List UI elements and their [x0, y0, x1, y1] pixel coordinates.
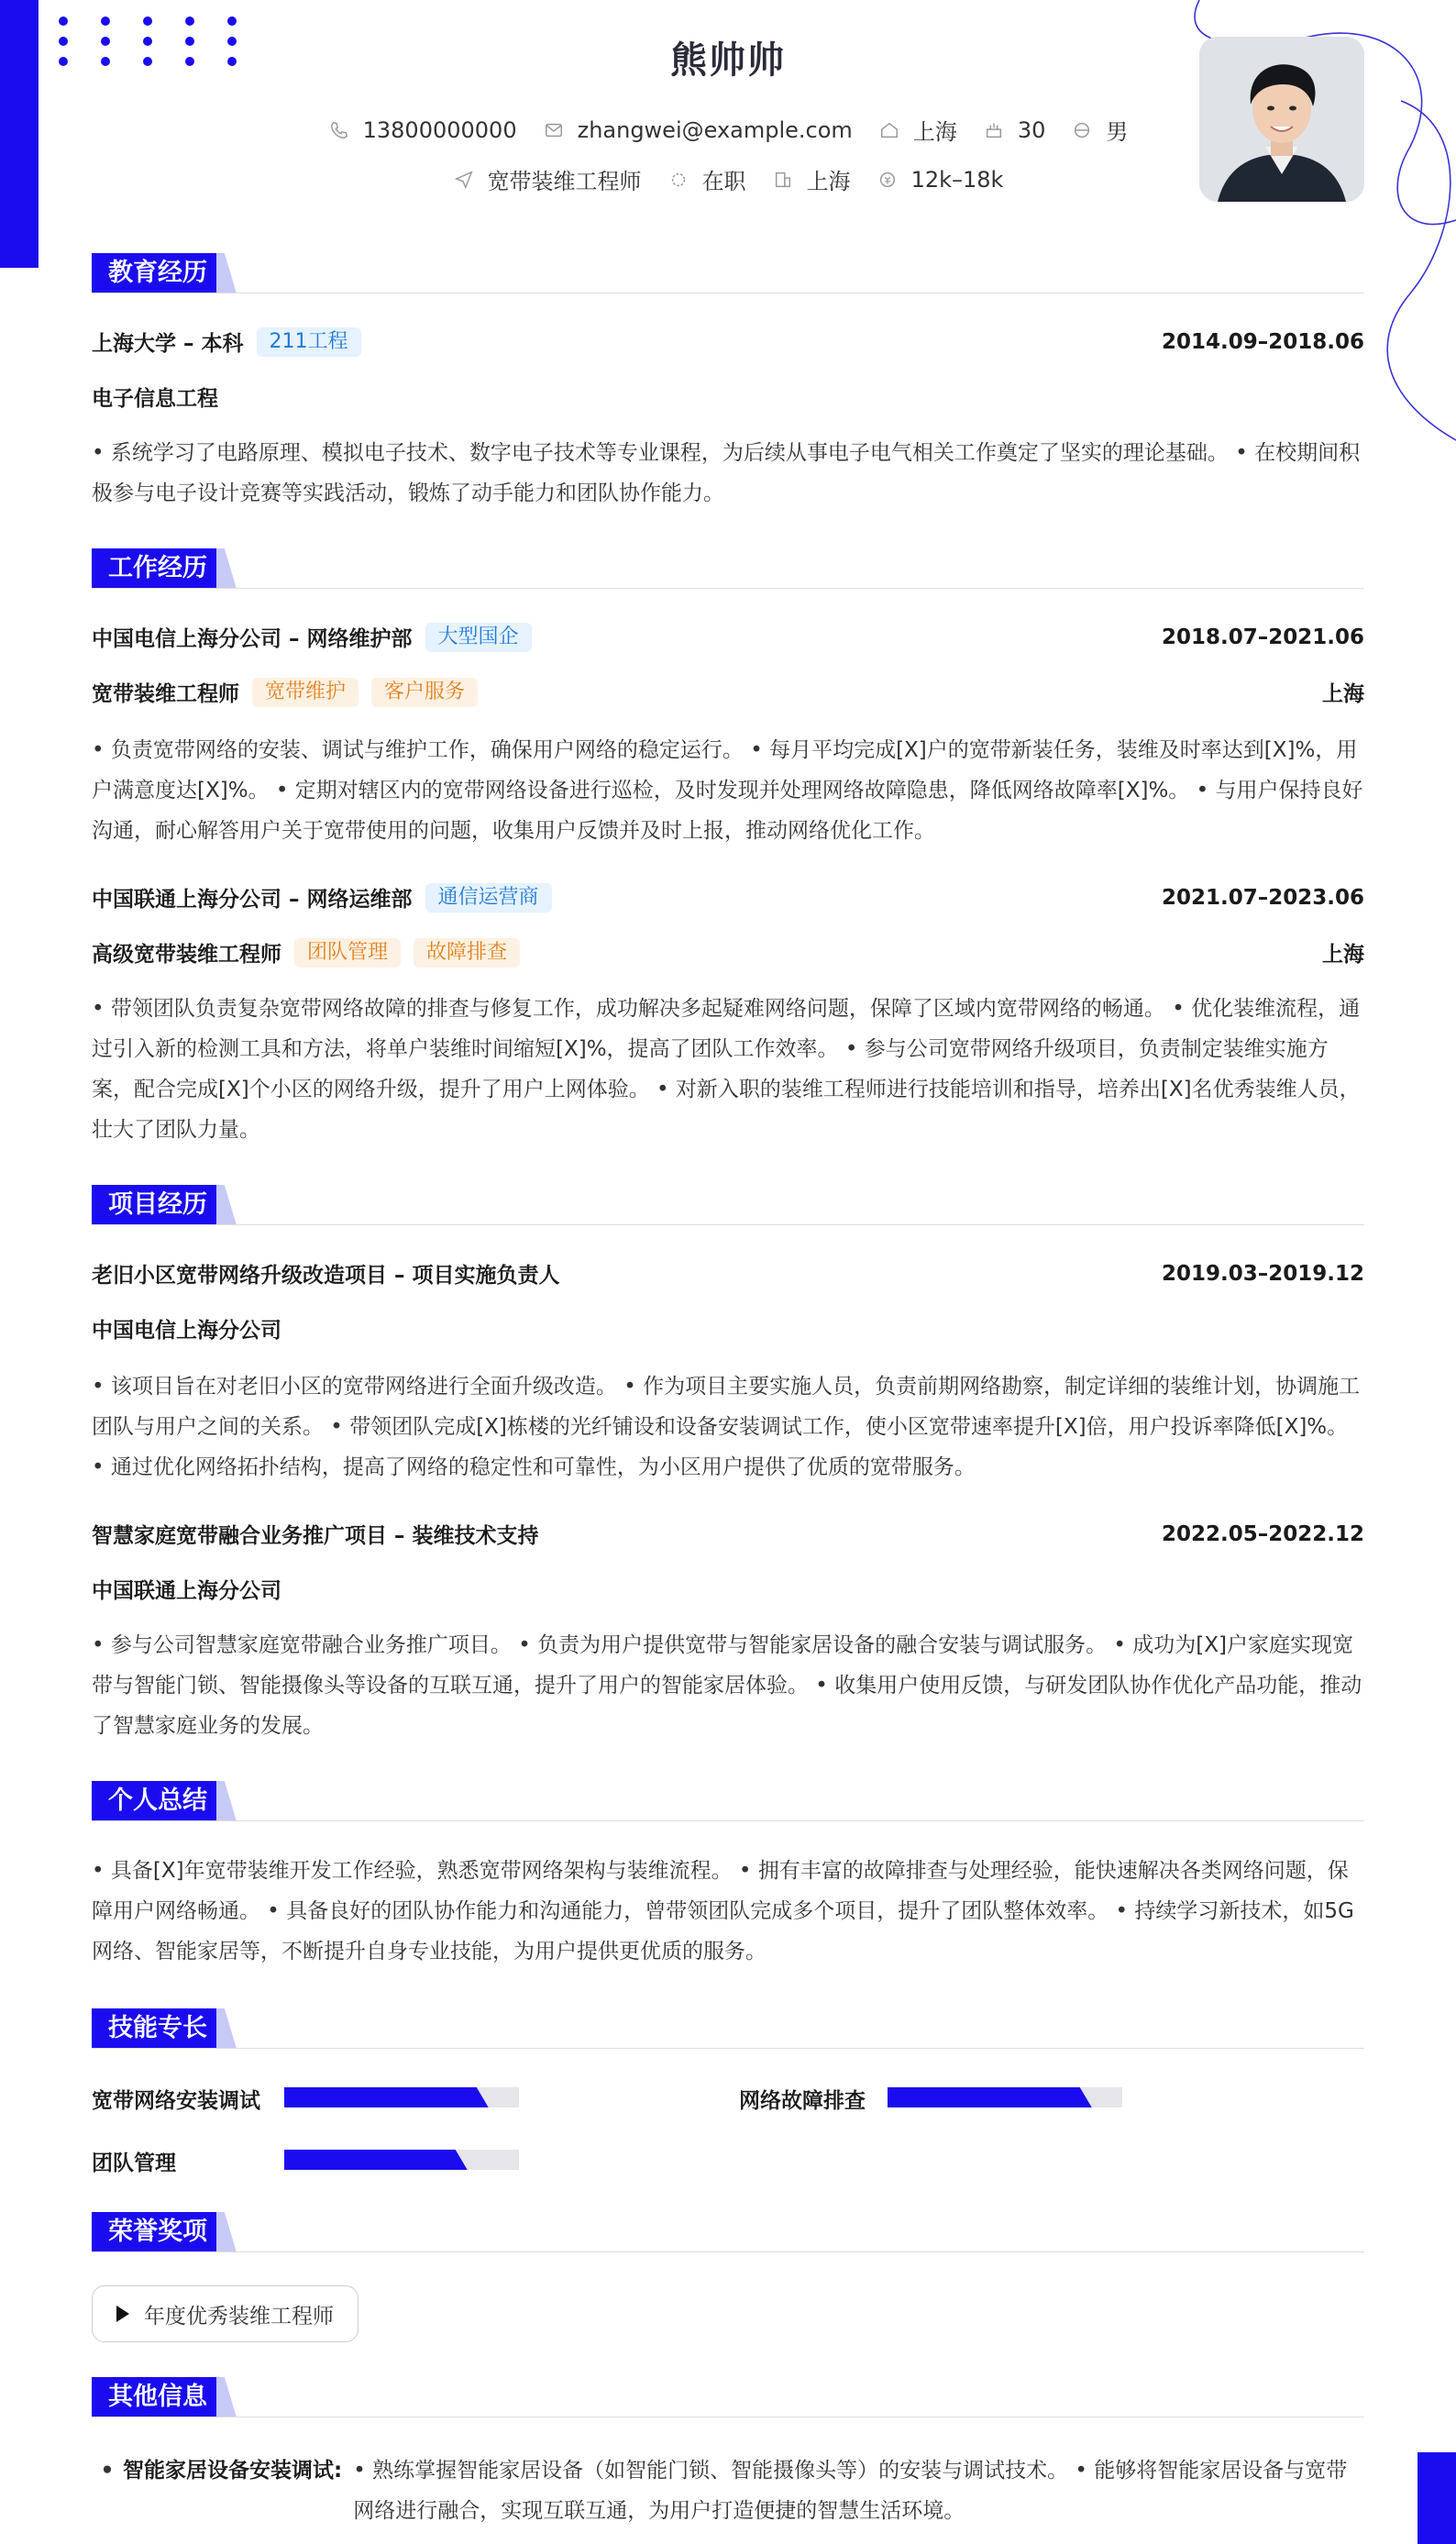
work-1-date: 2018.07–2021.06: [1161, 625, 1364, 649]
work-2-tag-1: 团队管理: [294, 938, 401, 968]
work-1-desc: • 负责宽带网络的安装、调试与维护工作，确保用户网络的稳定运行。 • 每月平均完成[X]户的宽带新装任务，装维及时率达到[X]%，用户满意度达[X]%。 • 定期对辖区内的宽带网络设备进行巡检，及时发现并处理网络故障隐患，降低网络故障率[X]%。 • 与用户保持良好沟通，耐心解答用户关于宽带使用的问题，收集用户反馈并及时上报，推动网络优化工作。: [92, 738, 1363, 843]
work-2-tag-2: 故障排查: [414, 938, 520, 968]
section-work: [92, 548, 1364, 589]
skill-2-bar: [888, 2087, 1122, 2107]
work-1-role-row: [92, 677, 1364, 707]
education-header: [92, 326, 1364, 357]
award-item[interactable]: [92, 2285, 358, 2342]
education-major: 电子信息工程: [92, 387, 218, 411]
phone-icon: [328, 119, 350, 141]
project-1-header: [92, 1258, 1364, 1289]
skill-1-fill: [284, 2087, 470, 2107]
city-text: 上海: [806, 169, 851, 194]
section-skills-title: 技能专长: [92, 2008, 224, 2049]
salary-text: 12k–18k: [910, 166, 1004, 193]
work-2-city: 上海: [1322, 943, 1364, 967]
skill-1-label: 宽带网络安装调试: [92, 2089, 260, 2113]
job-title-item: [453, 163, 642, 195]
skill-2-fill: [888, 2087, 1074, 2107]
gender-text: 男: [1106, 119, 1129, 145]
work-1-tag-1: 宽带维护: [252, 678, 358, 707]
work-1-company: 中国电信上海分公司 – 网络维护部: [92, 627, 413, 651]
phone-text: 13800000000: [362, 116, 517, 143]
education-major-row: [92, 382, 1364, 412]
phone-item: [328, 117, 517, 143]
project-1-date: 2019.03–2019.12: [1161, 1261, 1364, 1286]
skill-3-label: 团队管理: [92, 2151, 176, 2175]
work-1-role: 宽带装维工程师: [92, 682, 239, 706]
work-2-header: [92, 882, 1364, 913]
section-projects: [92, 1185, 1364, 1225]
section-education: [92, 253, 1364, 293]
age-item: [983, 117, 1046, 143]
project-2-header: [92, 1519, 1364, 1549]
send-icon: [453, 169, 475, 191]
email-item: [543, 117, 853, 143]
education-desc: • 系统学习了电路原理、模拟电子技术、数字电子技术等专业课程，为后续从事电子电气相关工作奠定了坚实的理论基础。 • 在校期间积极参与电子设计竞赛等实践活动，锻炼了动手能力和团队协作能力。: [92, 441, 1361, 505]
candidate-name: 熊帅帅: [670, 39, 786, 82]
section-projects-title: 项目经历: [92, 1185, 224, 1225]
section-summary: [92, 1781, 1364, 1821]
section-skills: [92, 2008, 1364, 2049]
project-2-title: 智慧家庭宽带融合业务推广项目 – 装维技术支持: [92, 1524, 539, 1548]
avatar: [1199, 37, 1364, 202]
money-icon: [877, 169, 899, 191]
job-title-text: 宽带装维工程师: [487, 169, 642, 194]
status-icon: [667, 169, 689, 191]
other-item: [92, 2450, 1364, 2531]
school-name: 上海大学 – 本科: [92, 332, 244, 356]
skill-1-bar: [284, 2087, 519, 2107]
skill-2-label: 网络故障排查: [739, 2089, 866, 2113]
email-text: zhangwei@example.com: [577, 116, 853, 143]
section-other: [92, 2377, 1364, 2417]
project-2-date: 2022.05–2022.12: [1161, 1521, 1364, 1546]
home-icon: [878, 119, 900, 141]
project-2-org-row: [92, 1574, 1364, 1604]
decorative-bar-right: [1417, 2452, 1456, 2544]
project-2-desc: • 参与公司智慧家庭宽带融合业务推广项目。 • 负责为用户提供宽带与智能家居设备的融合安装与调试服务。 • 成功为[X]户家庭实现宽带与智能门锁、智能摄像头等设备的互联互通，提升了用户的智能家居体验。 • 收集用户使用反馈，与研发团队协作优化产品功能，推动了智慧家庭业务的发展。: [92, 1633, 1362, 1738]
status-text: 在职: [701, 169, 746, 194]
education-date: 2014.09–2018.06: [1161, 329, 1364, 354]
project-1-title: 老旧小区宽带网络升级改造项目 – 项目实施负责人: [92, 1264, 560, 1288]
work-1-header: [92, 622, 1364, 652]
building-icon: [772, 169, 794, 191]
cake-icon: [983, 119, 1005, 141]
bullet-dot: •: [100, 2459, 115, 2483]
section-education-title: 教育经历: [92, 253, 224, 293]
gender-icon: [1071, 119, 1093, 141]
location-item: [878, 114, 957, 146]
location-text: 上海: [912, 119, 957, 145]
school-tag: 211工程: [257, 327, 361, 357]
play-triangle-icon: [116, 2306, 129, 2322]
work-2-role-row: [92, 937, 1364, 968]
project-1-desc: • 该项目旨在对老旧小区的宽带网络进行全面升级改造。 • 作为项目主要实施人员，负责前期网络勘察，制定详细的装维计划，协调施工团队与用户之间的关系。 • 带领团队完成[X]栋楼的光纤铺设和设备安装调试工作，使小区宽带速率提升[X]倍，用户投诉率降低[X]%。 • 通过优化网络拓扑结构，提高了网络的稳定性和可靠性，为小区用户提供了优质的宽带服务。: [92, 1375, 1361, 1479]
other-key: 智能家居设备安装调试:: [123, 2459, 343, 2483]
section-awards-title: 荣誉奖项: [92, 2212, 224, 2252]
salary-item: [877, 167, 1004, 193]
status-item: [667, 163, 746, 195]
skill-3-bar: [284, 2150, 519, 2170]
work-1-city: 上海: [1322, 682, 1364, 706]
summary-text: • 具备[X]年宽带装维开发工作经验，熟悉宽带网络架构与装维流程。 • 拥有丰富的故障排查与处理经验，能快速解决各类网络问题，保障用户网络畅通。 • 具备良好的团队协作能力和沟通能力，曾带领团队完成多个项目，提升了团队整体效率。 • 持续学习新技术，如5G网络、智能家居等，不断提升自身专业技能，为用户提供更优质的服务。: [92, 1859, 1354, 1963]
work-2-company-tag: 通信运营商: [425, 883, 552, 913]
project-1-org: 中国电信上海分公司: [92, 1319, 281, 1343]
work-1-tag-2: 客户服务: [371, 678, 478, 707]
section-work-title: 工作经历: [92, 548, 224, 589]
work-2-desc: • 带领团队负责复杂宽带网络故障的排查与修复工作，成功解决多起疑难网络问题，保障了区域内宽带网络的畅通。 • 优化装维流程，通过引入新的检测工具和方法，将单户装维时间缩短[X]%，提高了团队工作效率。 • 参与公司宽带网络升级项目，负责制定装维实施方案，配合完成[X]个小区的网络升级，提升了用户上网体验。 • 对新入职的装维工程师进行技能培训和指导，培养出[X]名优秀装维人员，壮大了团队力量。: [92, 997, 1361, 1142]
mail-icon: [543, 119, 565, 141]
section-other-title: 其他信息: [92, 2377, 224, 2417]
work-2-company: 中国联通上海分公司 – 网络运维部: [92, 888, 413, 912]
project-2-org: 中国联通上海分公司: [92, 1579, 281, 1603]
project-1-org-row: [92, 1313, 1364, 1344]
section-awards: [92, 2212, 1364, 2252]
skill-3-fill: [284, 2150, 449, 2170]
other-value: • 熟练掌握智能家居设备（如智能门锁、智能摄像头等）的安装与调试技术。 • 能够将智能家居设备与宽带网络进行融合，实现互联互通，为用户打造便捷的智慧生活环境。: [353, 2459, 1348, 2523]
award-label: 年度优秀装维工程师: [144, 2304, 334, 2328]
work-2-date: 2021.07–2023.06: [1161, 885, 1364, 910]
work-1-company-tag: 大型国企: [425, 623, 532, 652]
gender-item: [1071, 114, 1128, 146]
city-item: [772, 163, 851, 195]
section-summary-title: 个人总结: [92, 1781, 224, 1821]
age-text: 30: [1017, 116, 1046, 143]
work-2-role: 高级宽带装维工程师: [92, 943, 281, 967]
